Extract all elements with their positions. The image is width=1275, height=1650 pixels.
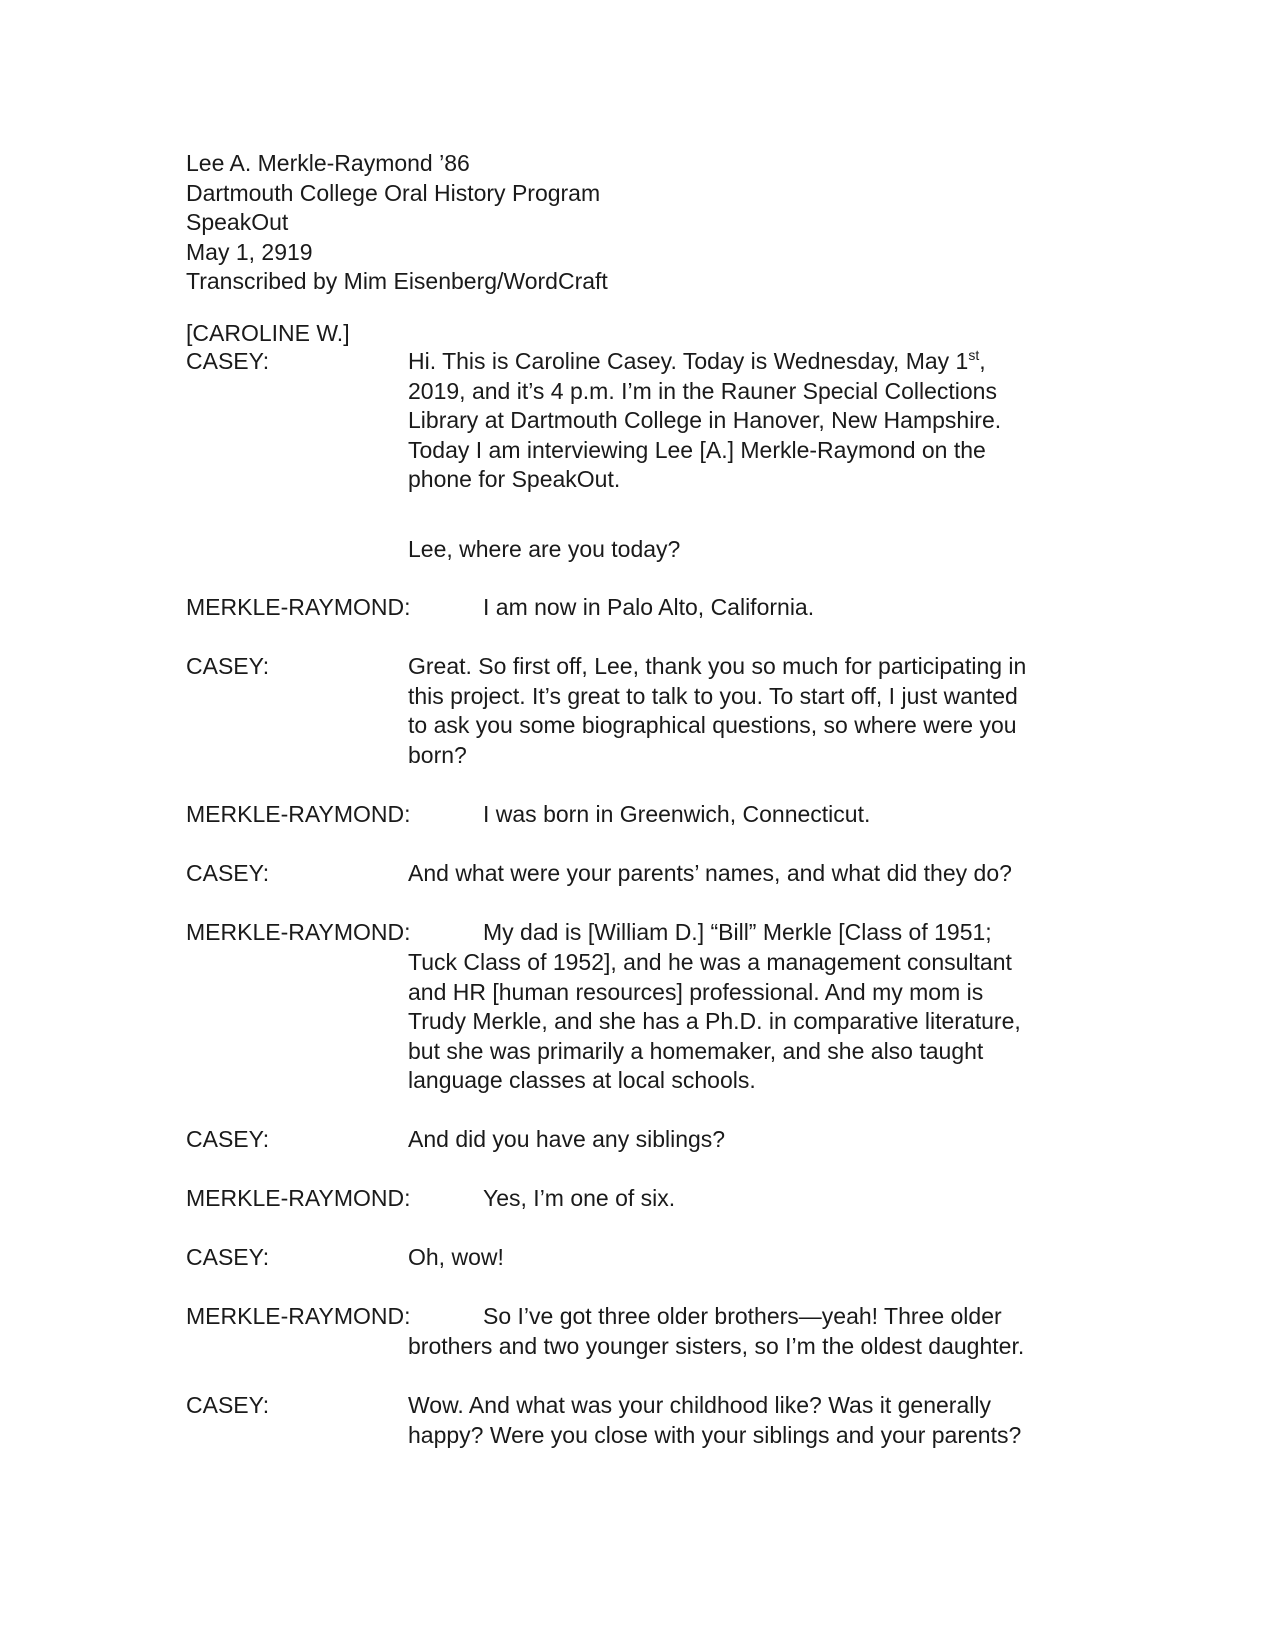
speaker-label-merkle: MERKLE-RAYMOND: [186,1303,411,1329]
speaker-label-casey: CASEY: [186,1126,270,1152]
turn-line: brothers and two younger sisters, so I’m the oldest daughter. [408,1333,1025,1359]
speaker-label-full: [CAROLINE W.] [186,320,350,346]
turn-line: and HR [human resources] professional. And my mom is [408,978,984,1005]
turn-line: to ask you some biographical questions, so where were you [408,712,1017,739]
turn-line: 2019, and it’s 4 p.m. I’m in the Rauner Special Collections [408,377,997,404]
casey-turn-2 [408,652,1088,770]
turn-line: language classes at local schools. [408,1067,756,1094]
casey-turn-3 [408,859,1088,889]
casey-turn-6 [408,1391,1088,1450]
merkle-turn-2: I was born in Greenwich, Connecticut. [483,801,871,827]
merkle-turn-5 [408,1332,1088,1362]
casey-turn-4 [408,1125,1088,1155]
speaker-label-casey: CASEY: [186,348,270,374]
casey-turn-1 [408,347,1088,495]
interview-date: May 1, 2919 [186,238,313,265]
merkle-turn-4: Yes, I’m one of six. [483,1185,676,1211]
turn-line: but she was primarily a homemaker, and she also taught [408,1037,984,1064]
merkle-turn-3-first-line: My dad is [William D.] “Bill” Merkle [Class of 1951; [483,919,992,945]
turn-line: this project. It’s great to talk to you. To start off, I just wanted [408,682,1018,709]
turn-line: Tuck Class of 1952], and he was a management consultant [408,949,1012,975]
merkle-turn-5-first-line: So I’ve got three older brothers—yeah! Three older [483,1303,1002,1329]
transcriber-credit: Transcribed by Mim Eisenberg/WordCraft [186,268,608,295]
speaker-label-merkle: MERKLE-RAYMOND: [186,1185,411,1211]
speaker-label-casey: CASEY: [186,860,270,886]
merkle-turn-3 [408,948,1088,1096]
turn-line: Wow. And what was your childhood like? Was it generally [408,1392,991,1418]
turn-line: phone for SpeakOut. [408,466,621,493]
turn-line: born? [408,741,467,768]
turn-line-text: , [979,348,986,374]
speaker-label-merkle: MERKLE-RAYMOND: [186,919,411,945]
turn-line: Oh, wow! [408,1244,504,1270]
casey-turn-5 [408,1243,1088,1273]
merkle-turn-1: I am now in Palo Alto, California. [483,594,815,620]
document-header [186,149,608,297]
program-name: Dartmouth College Oral History Program [186,179,601,206]
speaker-label-merkle: MERKLE-RAYMOND: [186,594,411,620]
turn-line: Lee, where are you today? [408,536,681,562]
interviewee-name: Lee A. Merkle-Raymond ’86 [186,150,470,176]
turn-line: Trudy Merkle, and she has a Ph.D. in comparative literature, [408,1008,1021,1035]
turn-line: Library at Dartmouth College in Hanover, New Hampshire. [408,407,1002,434]
speaker-label-casey: CASEY: [186,653,270,679]
speaker-label-casey: CASEY: [186,1392,270,1418]
turn-line: And what were your parents’ names, and what did they do? [408,860,1012,886]
turn-line-text: Hi. This is Caroline Casey. Today is Wednesday, May 1 [408,348,969,374]
project-name: SpeakOut [186,209,289,236]
casey-turn-1-continued [408,535,1088,565]
turn-line: happy? Were you close with your siblings and your parents? [408,1421,1022,1448]
speaker-label-merkle: MERKLE-RAYMOND: [186,801,411,827]
turn-line: And did you have any siblings? [408,1126,726,1152]
turn-line: Today I am interviewing Lee [A.] Merkle-Raymond on the [408,436,986,463]
turn-line [408,347,1088,377]
turn-line: Great. So first off, Lee, thank you so much for participating in [408,653,1027,679]
ordinal-superscript: st [968,347,980,363]
speaker-label-casey: CASEY: [186,1244,270,1270]
